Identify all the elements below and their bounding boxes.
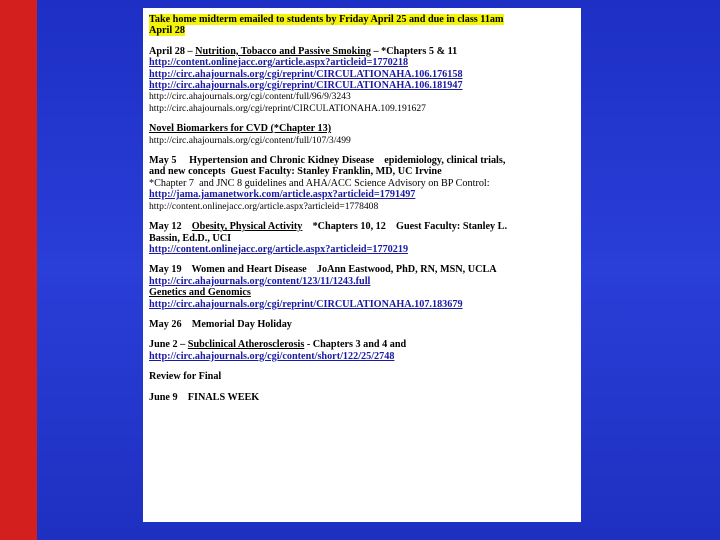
may5-line-2: and new concepts Guest Faculty: Stanley Franklin, MD, UC Irvine [149,166,442,178]
may19-link-1[interactable]: http://circ.ahajournals.org/content/123/11/1243.full [149,275,371,287]
apr28-topic: Nutrition, Tobacco and Passive Smoking [195,45,371,57]
may5-link-2[interactable]: http://content.onlinejacc.org/article.aspx?articleid=1778408 [149,200,379,212]
apr28-link-2[interactable]: http://circ.ahajournals.org/cgi/reprint/CIRCULATIONAHA.106.176158 [149,68,463,80]
review-line: Review for Final [149,371,222,383]
apr28-date: April 28 – [149,45,193,57]
may12-link[interactable]: http://content.onlinejacc.org/article.aspx?articleid=1770219 [149,243,409,255]
syllabus-document [143,8,581,522]
june2-rest: - Chapters 3 and 4 and [304,339,407,351]
apr28-link-4[interactable]: http://circ.ahajournals.org/cgi/content/full/96/9/3243 [149,91,351,103]
june2-date: June 2 – [149,339,188,351]
june9-line: June 9 FINALS WEEK [149,391,260,403]
red-side-stripe [0,0,37,540]
may5-link-1[interactable]: http://jama.jamanetwork.com/article.aspx?articleid=1791497 [149,189,416,201]
genetics-title: Genetics and Genomics [149,287,251,299]
biomarkers-title: Novel Biomarkers for CVD (*Chapter 13) [149,123,332,135]
apr28-link-3[interactable]: http://circ.ahajournals.org/cgi/reprint/CIRCULATIONAHA.106.181947 [149,80,463,92]
apr28-link-5[interactable]: http://circ.ahajournals.org/cgi/reprint/CIRCULATIONAHA.109.191627 [149,102,426,114]
apr28-chapters: – *Chapters 5 & 11 [370,45,458,57]
midterm-notice-text-2: April 28 [149,25,185,37]
may19-link-2[interactable]: http://circ.ahajournals.org/cgi/reprint/CIRCULATIONAHA.107.183679 [149,298,463,310]
may12-heading [149,221,575,232]
midterm-notice-line-1 [149,14,575,25]
may5-line-3: *Chapter 7 and JNC 8 guidelines and AHA/ACC Science Advisory on BP Control: [149,177,490,189]
may19-heading: May 19 Women and Heart Disease JoAnn Eastwood, PhD, RN, MSN, UCLA [149,264,497,276]
may12-line-2: Bassin, Ed.D., UCI [149,232,232,244]
apr28-link-1[interactable]: http://content.onlinejacc.org/article.aspx?articleid=1770218 [149,57,409,69]
may12-date: May 12 [149,221,182,233]
apr28-heading [149,46,575,57]
midterm-notice-line-2 [149,25,575,36]
may26-line: May 26 Memorial Day Holiday [149,318,292,330]
june2-topic: Subclinical Atherosclerosis [187,339,305,351]
may12-rest: *Chapters 10, 12 Guest Faculty: Stanley L. [302,221,507,233]
june2-heading [149,339,575,350]
may12-topic: Obesity, Physical Activity [191,221,303,233]
may5-line-1: May 5 Hypertension and Chronic Kidney Disease epidemiology, clinical trials, [149,155,506,167]
midterm-notice-text-1: Take home midterm emailed to students by Friday April 25 and due in class 11am [149,14,504,25]
biomarkers-link[interactable]: http://circ.ahajournals.org/cgi/content/full/107/3/499 [149,134,351,146]
june2-link[interactable]: http://circ.ahajournals.org/cgi/content/short/122/25/2748 [149,350,395,362]
